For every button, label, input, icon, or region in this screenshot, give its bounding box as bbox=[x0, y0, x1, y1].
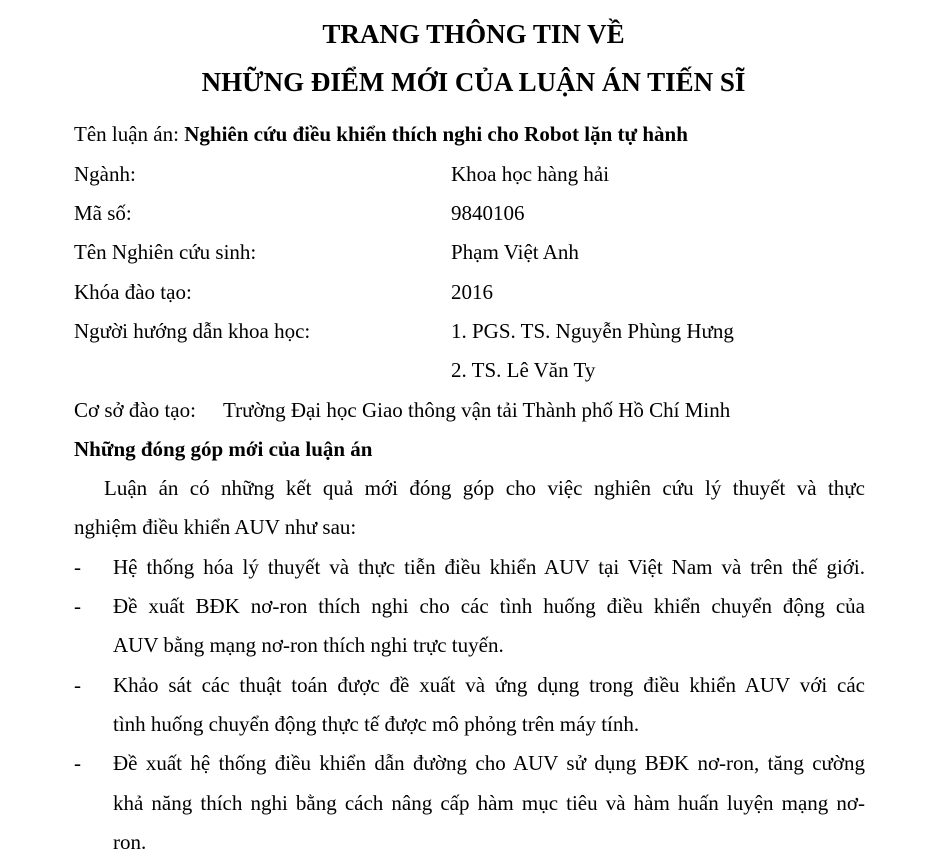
list-item-4-line-2: khả năng thích nghi bằng cách nâng cấp hàm mục tiêu và hàm huấn luyện mạng nơ- bbox=[113, 791, 865, 815]
field-label-institution: Cơ sở đào tạo: bbox=[74, 398, 196, 422]
field-label-candidate: Tên Nghiên cứu sinh: bbox=[74, 240, 257, 264]
field-value-supervisor-2: 2. TS. Lê Văn Ty bbox=[451, 358, 596, 382]
list-bullet-dash: - bbox=[74, 594, 81, 618]
contributions-intro-line-1: Luận án có những kết quả mới đóng góp cho việc nghiên cứu lý thuyết và thực bbox=[104, 476, 865, 500]
thesis-title-value: Nghiên cứu điều khiển thích nghi cho Robot lặn tự hành bbox=[184, 122, 688, 146]
list-item-3-line-1: Khảo sát các thuật toán được đề xuất và ứng dụng trong điều khiển AUV với các bbox=[113, 673, 865, 697]
list-item-2-line-2: AUV bằng mạng nơ-ron thích nghi trực tuyến. bbox=[113, 633, 504, 657]
list-item-4-line-3: ron. bbox=[113, 830, 147, 854]
list-bullet-dash: - bbox=[74, 555, 81, 579]
field-label-supervisor: Người hướng dẫn khoa học: bbox=[74, 319, 311, 343]
thesis-title-label: Tên luận án: bbox=[74, 122, 185, 146]
list-bullet-dash: - bbox=[74, 751, 81, 775]
field-value-major: Khoa học hàng hải bbox=[451, 162, 610, 186]
list-item-4-line-1: Đề xuất hệ thống điều khiển dẫn đường cho AUV sử dụng BĐK nơ-ron, tăng cường bbox=[113, 751, 865, 775]
field-value-code: 9840106 bbox=[451, 201, 525, 225]
field-label-major: Ngành: bbox=[74, 162, 136, 186]
list-bullet-dash: - bbox=[74, 673, 81, 697]
page-title-line-1: TRANG THÔNG TIN VỀ bbox=[322, 19, 625, 49]
list-item-3-line-2: tình huống chuyển động thực tế được mô phỏng trên máy tính. bbox=[113, 712, 640, 736]
field-value-supervisor-1: 1. PGS. TS. Nguyễn Phùng Hưng bbox=[451, 319, 734, 343]
field-value-candidate: Phạm Việt Anh bbox=[451, 240, 579, 264]
list-item-1-line-1: Hệ thống hóa lý thuyết và thực tiễn điều khiển AUV tại Việt Nam và trên thế giới. bbox=[113, 555, 865, 579]
thesis-title-row bbox=[74, 120, 688, 148]
field-label-course: Khóa đào tạo: bbox=[74, 280, 192, 304]
list-item-2-line-1: Đề xuất BĐK nơ-ron thích nghi cho các tình huống điều khiển chuyển động của bbox=[113, 594, 865, 618]
field-value-institution: Trường Đại học Giao thông vận tải Thành phố Hồ Chí Minh bbox=[223, 398, 731, 422]
contributions-intro-line-2: nghiệm điều khiển AUV như sau: bbox=[74, 515, 357, 539]
field-value-course: 2016 bbox=[451, 280, 493, 304]
field-label-code: Mã số: bbox=[74, 201, 132, 225]
page-title-line-2: NHỮNG ĐIỂM MỚI CỦA LUẬN ÁN TIẾN SĨ bbox=[201, 67, 746, 97]
contributions-heading: Những đóng góp mới của luận án bbox=[74, 437, 373, 461]
